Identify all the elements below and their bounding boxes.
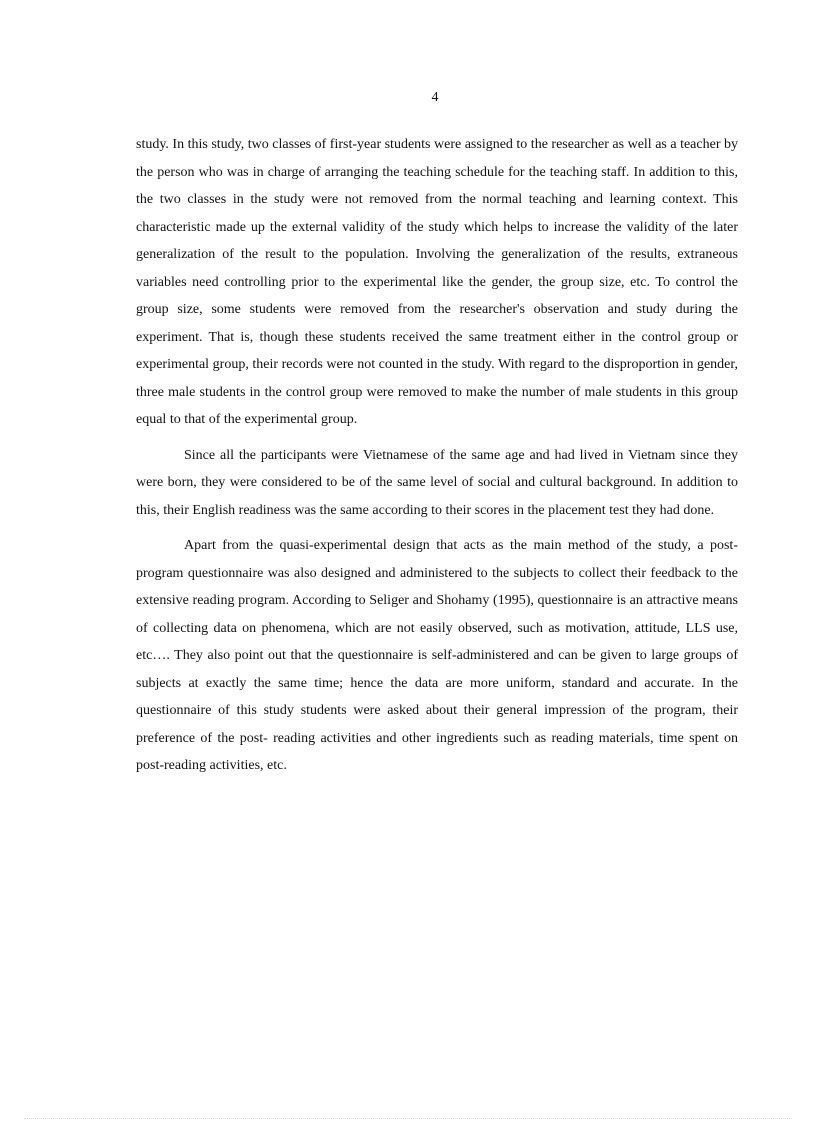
paragraph-continued: study. In this study, two classes of first-year students were assigned to the researcher as well as a teacher by the person who was in charge of arranging the teaching schedule for the teaching staff. In addition to this, the two classes in the study were not removed from the normal teaching and learning context. This characteristic made up the external validity of the study which helps to increase the validity of the later generalization of the result to the population. Involving the generalization of the results, extraneous variables need controlling prior to the experimental like the gender, the group size, etc. To control the group size, some students were removed from the researcher's observation and study during the experiment. That is, though these students received the same treatment either in the control group or experimental group, their records were not counted in the study. With regard to the disproportion in gender, three male students in the control group were removed to make the number of male students in this group equal to that of the experimental group. [136, 137, 738, 427]
page-bottom-divider [24, 1118, 792, 1119]
paragraph-questionnaire: Apart from the quasi-experimental design that acts as the main method of the study, a post-program questionnaire was also designed and administered to the subjects to collect their feedback to the extensive reading program. According to Seliger and Shohamy (1995), questionnaire is an attractive means of collecting data on phenomena, which are not easily observed, such as motivation, attitude, LLS use, etc…. They also point out that the questionnaire is self-administered and can be given to large groups of subjects at exactly the same time; hence the data are more uniform, standard and accurate. In the questionnaire of this study students were asked about their general impression of the program, their preference of the post- reading activities and other ingredients such as reading materials, time spent on post-reading activities, etc. [136, 538, 738, 773]
body-text [136, 131, 738, 788]
paragraph-participants: Since all the participants were Vietnamese of the same age and had lived in Vietnam since they were born, they were considered to be of the same level of social and cultural background. In addition to this, their English readiness was the same according to their scores in the placement test they had done. [136, 447, 738, 518]
page-number: 4 [431, 90, 439, 105]
